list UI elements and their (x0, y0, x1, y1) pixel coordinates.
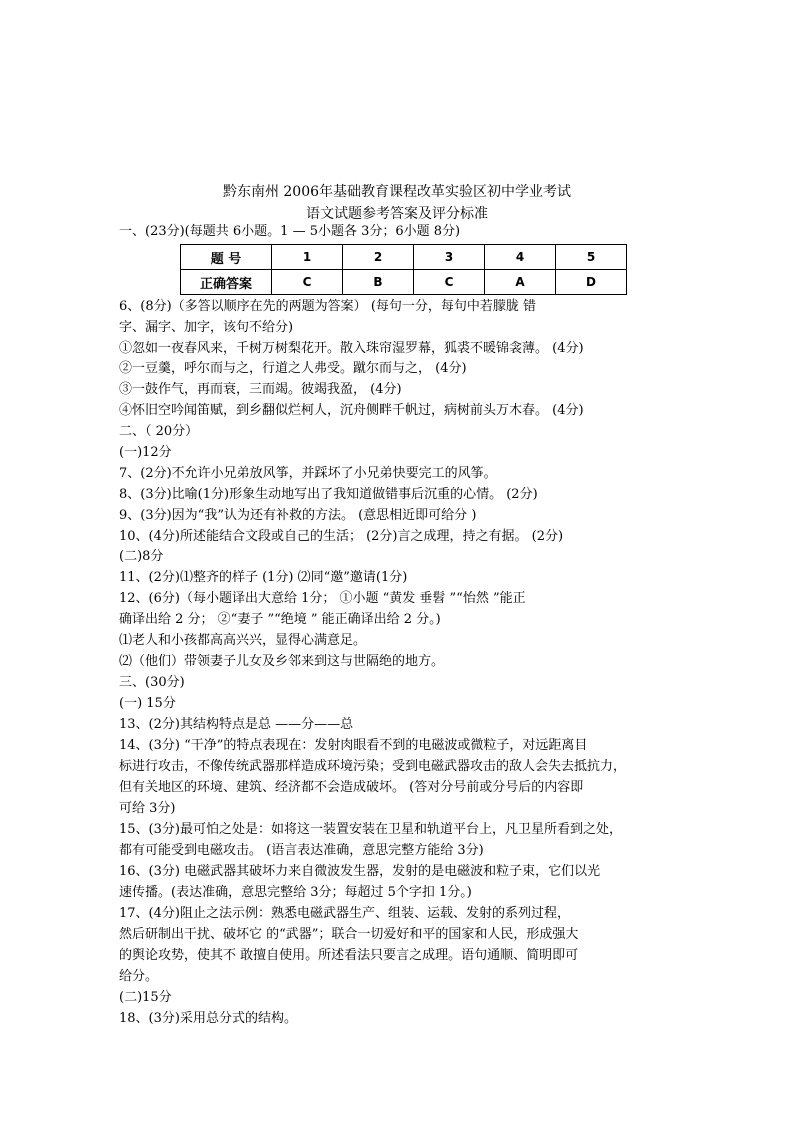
text-line: 10、(4分)所述能结合文段或自己的生活； (2分)言之成理，持之有据。 (2分) (119, 529, 564, 544)
text-line: 9、(3分)因为“我”认为还有补救的方法。 (意思相近即可给分 ) (119, 508, 477, 523)
question-number-cell: 3 (414, 245, 485, 270)
answer-cell: C (414, 270, 485, 295)
text-line: 12、(6分)（每小题译出大意给 1分； ①小题 “黄发 垂髫 ”“怡然 ”能正 (119, 591, 526, 606)
text-line: 速传播。(表达准确，意思完整给 3分；每超过 5个字扣 1分。) (119, 885, 472, 900)
question-number-cell: 2 (343, 245, 414, 270)
document-title: 黔东南州 2006年基础教育课程改革实验区初中学业考试 (222, 184, 572, 200)
section-1-heading: 一、(23分)(每题共 6小题。1 — 5小题各 3分；6小题 8分) (119, 224, 461, 239)
text-line: 都有可能受到电磁攻击。 (语言表达准确，意思完整方能给 3分) (119, 843, 484, 858)
answer-cell: B (343, 270, 414, 295)
text-line: 18、(3分)采用总分式的结构。 (119, 1011, 297, 1026)
text-line: 确译出给 2 分； ②“妻子 ”“绝境 ” 能正确译出给 2 分。) (119, 612, 441, 627)
text-line: 8、(3分)比喻(1分)形象生动地写出了我知道做错事后沉重的心情。 (2分) (119, 487, 538, 502)
text-line: 然后研制出干扰、破坏它 的“武器”；联合一切爱好和平的国家和人民，形成强大 (119, 927, 579, 942)
text-line: 给分。 (119, 969, 159, 984)
text-line: ①忽如一夜春风来，千树万树梨花开。散入珠帘湿罗幕，狐裘不暖锦衾薄。 (4分) (119, 341, 584, 356)
answer-cell: A (485, 270, 556, 295)
answer-table (180, 244, 627, 295)
subsection-heading: (一)12分 (119, 445, 172, 460)
text-line: 11、(2分)⑴整齐的样子 (1分) ⑵同“邀”邀请(1分) (119, 570, 408, 585)
text-line: ④怀旧空吟闻笛赋，到乡翻似烂柯人，沉舟侧畔千帆过，病树前头万木春。 (4分) (119, 403, 584, 418)
text-line: 14、(3分) “干净”的特点表现在：发射肉眼看不到的电磁波或微粒子，对远距离目 (119, 738, 588, 753)
subsection-heading: (二)8分 (119, 549, 164, 564)
question-number-cell: 1 (272, 245, 343, 270)
table-header-cell: 题 号 (181, 245, 272, 270)
text-line: ③一鼓作气，再而衰，三而竭。彼竭我盈， (4分) (119, 382, 402, 397)
text-line: 6、(8分)（多答以顺序在先的两题为答案） (每句一分，每句中若朦胧 错 (119, 299, 537, 314)
subsection-heading: (二)15分 (119, 990, 172, 1005)
text-line: ②一豆羹，呼尔而与之，行道之人弗受。蹴尔而与之， (4分) (119, 361, 467, 376)
question-number-cell: 4 (485, 245, 556, 270)
text-line: 但有关地区的环境、建筑、经济都不会造成破坏。 (答对分号前或分号后的内容即 (119, 780, 584, 795)
text-line: 的舆论攻势，使其不 敢擅自使用。所述看法只要言之成理。语句通顺、简明即可 (119, 948, 579, 963)
document-subtitle: 语文试题参考答案及评分标准 (306, 206, 488, 222)
table-header-cell: 正确答案 (181, 270, 272, 295)
table-row (181, 270, 627, 295)
text-line: 15、(3分)最可怕之处是：如将这一装置安装在卫星和轨道平台上，凡卫星所看到之处， (119, 822, 622, 837)
answer-cell: C (272, 270, 343, 295)
text-line: 7、(2分)不允许小兄弟放风筝，并踩坏了小兄弟快要完工的风筝。 (119, 466, 497, 481)
text-line: 字、漏字、加字，该句不给分) (119, 320, 294, 335)
text-line: 标进行攻击，不像传统武器那样造成环境污染；受到电磁武器攻击的敌人会失去抵抗力， (119, 759, 627, 774)
answer-cell: D (556, 270, 627, 295)
table-row (181, 245, 627, 270)
text-line: 17、(4分)阻止之法示例：熟悉电磁武器生产、组装、运载、发射的系列过程， (119, 906, 570, 921)
text-line: 13、(2分)其结构特点是总 ——分——总 (119, 717, 354, 732)
question-number-cell: 5 (556, 245, 627, 270)
text-line: ⑴老人和小孩都高高兴兴，显得心满意足。 (119, 633, 367, 648)
text-line: 16、(3分) 电磁武器其破坏力来自微波发生器，发射的是电磁波和粒子束，它们以光 (119, 864, 601, 879)
section-2-heading: 二、（ 20分） (119, 424, 199, 439)
text-line: ⑵（他们）带领妻子儿女及乡邻来到这与世隔绝的地方。 (119, 654, 445, 669)
subsection-heading: (一) 15分 (119, 696, 176, 711)
text-line: 可给 3分) (119, 801, 176, 816)
section-3-heading: 三、(30分) (119, 675, 185, 690)
